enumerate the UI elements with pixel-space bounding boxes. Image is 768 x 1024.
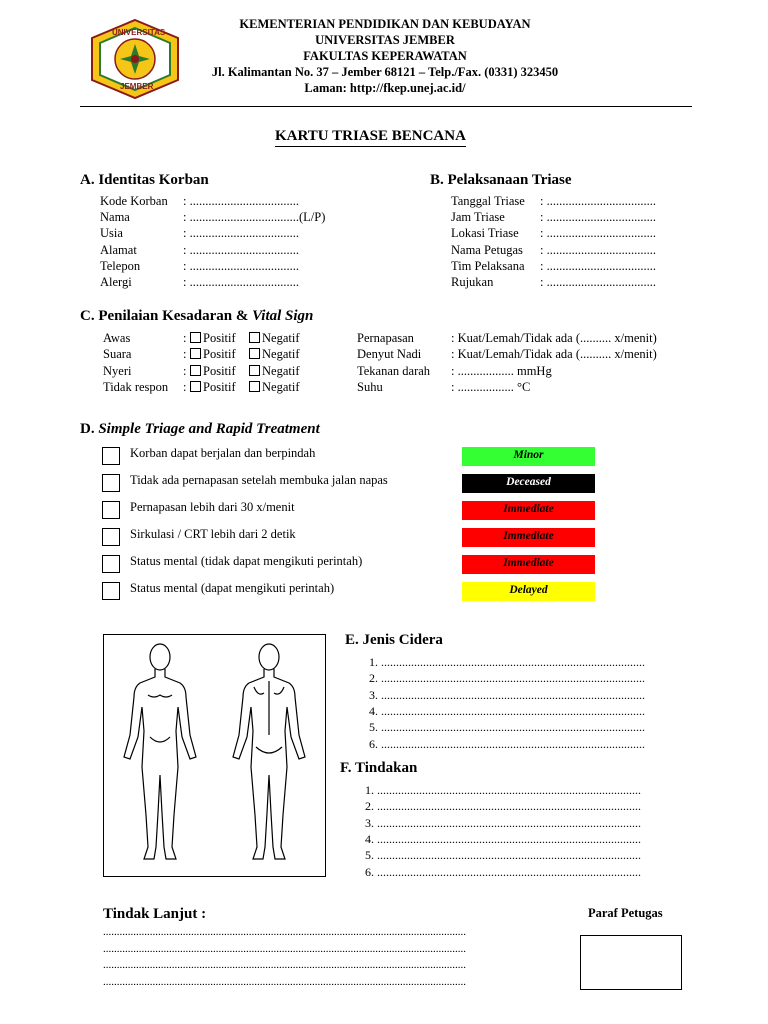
triage-field-value[interactable]: : ................................... (540, 194, 656, 208)
negatif-label: Negatif (262, 331, 300, 345)
section-c-heading-italic: Vital Sign (252, 308, 314, 324)
triage-checkbox[interactable] (102, 474, 120, 492)
consciousness-colon: : (183, 347, 187, 362)
action-line[interactable]: 2. ........................................................................................ (365, 799, 641, 814)
signature-label: Paraf Petugas (588, 906, 663, 920)
section-b-heading: B. Pelaksanaan Triase (430, 172, 572, 188)
consciousness-colon: : (183, 331, 187, 345)
triage-field-label: Rujukan (451, 275, 494, 289)
triage-checkbox[interactable] (102, 447, 120, 465)
positif-label: Positif (203, 363, 236, 378)
header-address: Jl. Kalimantan No. 37 – Jember 68121 – Telp./Fax. (0331) 323450 (211, 65, 559, 79)
page-title: KARTU TRIASE BENCANA (275, 128, 466, 147)
triage-criterion: Status mental (dapat mengikuti perintah) (130, 581, 335, 595)
action-line[interactable]: 1. ........................................................................................ (365, 783, 641, 797)
section-a-heading: A. Identitas Korban (80, 172, 209, 188)
positif-checkbox[interactable] (190, 381, 201, 392)
positif-option[interactable] (190, 331, 236, 346)
negatif-label: Negatif (262, 347, 300, 362)
identity-field-value[interactable]: : ................................... (183, 226, 299, 241)
consciousness-label: Nyeri (103, 363, 132, 378)
consciousness-colon: : (183, 379, 187, 394)
vital-label: Suhu (357, 379, 383, 394)
consciousness-colon: : (183, 363, 187, 378)
triage-criterion: Status mental (tidak dapat mengikuti perintah) (130, 554, 363, 568)
positif-option[interactable] (190, 364, 236, 379)
negatif-checkbox[interactable] (249, 365, 260, 376)
section-f-heading: F. Tindakan (340, 760, 418, 776)
body-diagram (103, 634, 326, 877)
triage-criterion: Korban dapat berjalan dan berpindah (130, 446, 316, 460)
logo-text-top: UNIVERSITAS (112, 28, 166, 37)
injury-line[interactable]: 4. ........................................................................................ (369, 703, 645, 718)
negatif-option[interactable] (249, 364, 299, 379)
identity-field-value[interactable]: : ................................... (183, 275, 299, 289)
identity-field-value[interactable]: : ...................................(L/P) (183, 210, 326, 225)
negatif-option[interactable] (249, 331, 299, 346)
negatif-label: Negatif (262, 363, 300, 378)
vital-value[interactable]: : Kuat/Lemah/Tidak ada (.......... x/menit) (451, 347, 657, 362)
vital-label: Pernapasan (357, 331, 414, 345)
header-faculty: FAKULTAS KEPERAWATAN (303, 49, 467, 63)
section-d-heading-italic: Simple Triage and Rapid Treatment (98, 421, 320, 437)
triage-field-label: Tanggal Triase (451, 194, 525, 208)
triage-field-value[interactable]: : ................................... (540, 210, 656, 225)
identity-field-label: Alamat (100, 242, 137, 257)
positif-label: Positif (203, 379, 236, 394)
triage-field-label: Nama Petugas (451, 242, 523, 257)
triage-checkbox[interactable] (102, 528, 120, 546)
consciousness-label: Suara (103, 347, 132, 362)
triage-category-tag: Delayed (462, 582, 595, 601)
vital-label: Tekanan darah (357, 363, 431, 378)
triage-category-tag: Immediate (462, 555, 595, 574)
triage-checkbox[interactable] (102, 501, 120, 519)
identity-field-label: Nama (100, 210, 130, 225)
triage-checkbox[interactable] (102, 582, 120, 600)
triage-field-value[interactable]: : ................................... (540, 242, 656, 257)
identity-field-value[interactable]: : ................................... (183, 258, 299, 273)
triage-criterion: Tidak ada pernapasan setelah membuka jalan napas (130, 473, 388, 487)
action-line[interactable]: 3. ........................................................................................ (365, 815, 641, 830)
positif-option[interactable] (190, 380, 236, 395)
negatif-checkbox[interactable] (249, 332, 260, 343)
logo-text-bottom: JEMBER (120, 82, 154, 91)
followup-line[interactable]: .................................................................................................................................... (103, 975, 466, 988)
injury-line[interactable]: 6. ........................................................................................ (369, 736, 645, 751)
section-c-heading-plain: C. Penilaian Kesadaran & (80, 308, 253, 324)
injury-line[interactable]: 3. ........................................................................................ (369, 687, 645, 702)
vital-label: Denyut Nadi (357, 347, 422, 362)
injury-line[interactable]: 2. ........................................................................................ (369, 671, 645, 686)
header-university: UNIVERSITAS JEMBER (315, 33, 455, 47)
positif-checkbox[interactable] (190, 348, 201, 359)
positif-option[interactable] (190, 347, 236, 362)
followup-line[interactable]: .................................................................................................................................... (103, 959, 466, 971)
section-d-heading-plain: D. (80, 421, 99, 437)
vital-value[interactable]: : .................. °C (451, 379, 531, 394)
triage-field-value[interactable]: : ................................... (540, 258, 656, 273)
triage-field-label: Lokasi Triase (451, 226, 519, 241)
identity-field-label: Alergi (100, 275, 132, 289)
body-outline-icon (104, 635, 325, 876)
triage-criterion: Sirkulasi / CRT lebih dari 2 detik (130, 527, 296, 541)
followup-heading: Tindak Lanjut : (103, 906, 207, 922)
negatif-option[interactable] (249, 347, 299, 362)
triage-category-tag: Immediate (462, 528, 595, 547)
vital-value[interactable]: : Kuat/Lemah/Tidak ada (.......... x/menit) (451, 331, 657, 345)
followup-line[interactable]: .................................................................................................................................... (103, 942, 466, 955)
triage-field-label: Jam Triase (451, 210, 505, 225)
injury-line[interactable]: 1. ........................................................................................ (369, 655, 645, 669)
vital-value[interactable]: : .................. mmHg (451, 363, 552, 378)
triage-field-label: Tim Pelaksana (451, 258, 525, 273)
triage-field-value[interactable]: : ................................... (540, 275, 656, 289)
action-line[interactable]: 4. ........................................................................................ (365, 831, 641, 846)
identity-field-value[interactable]: : ................................... (183, 194, 299, 208)
identity-field-label: Usia (100, 226, 123, 241)
consciousness-label: Tidak respon (103, 379, 169, 394)
negatif-checkbox[interactable] (249, 348, 260, 359)
triage-criterion: Pernapasan lebih dari 30 x/menit (130, 500, 295, 514)
section-d-heading (80, 421, 320, 438)
header-ministry: KEMENTERIAN PENDIDIKAN DAN KEBUDAYAN (239, 17, 531, 31)
consciousness-label: Awas (103, 331, 131, 345)
positif-label: Positif (203, 331, 236, 345)
action-line[interactable]: 6. ........................................................................................ (365, 864, 641, 879)
negatif-label: Negatif (262, 379, 300, 394)
signature-box[interactable] (580, 935, 682, 990)
triage-category-tag: Deceased (462, 474, 595, 493)
triage-category-tag: Minor (462, 447, 595, 466)
triage-field-value[interactable]: : ................................... (540, 226, 656, 241)
negatif-option[interactable] (249, 380, 299, 395)
triage-checkbox[interactable] (102, 555, 120, 573)
section-c-heading (80, 308, 313, 325)
positif-label: Positif (203, 347, 236, 362)
header-divider (80, 106, 692, 107)
triage-category-tag: Immediate (462, 501, 595, 520)
positif-checkbox[interactable] (190, 365, 201, 376)
identity-field-value[interactable]: : ................................... (183, 242, 299, 257)
identity-field-label: Telepon (100, 258, 141, 273)
identity-field-label: Kode Korban (100, 194, 168, 208)
positif-checkbox[interactable] (190, 332, 201, 343)
section-e-heading: E. Jenis Cidera (345, 632, 443, 648)
action-line[interactable]: 5. ........................................................................................ (365, 848, 641, 863)
negatif-checkbox[interactable] (249, 381, 260, 392)
followup-line[interactable]: .................................................................................................................................... (103, 926, 466, 938)
injury-line[interactable]: 5. ........................................................................................ (369, 720, 645, 735)
header-website: Laman: http://fkep.unej.ac.id/ (304, 81, 466, 95)
